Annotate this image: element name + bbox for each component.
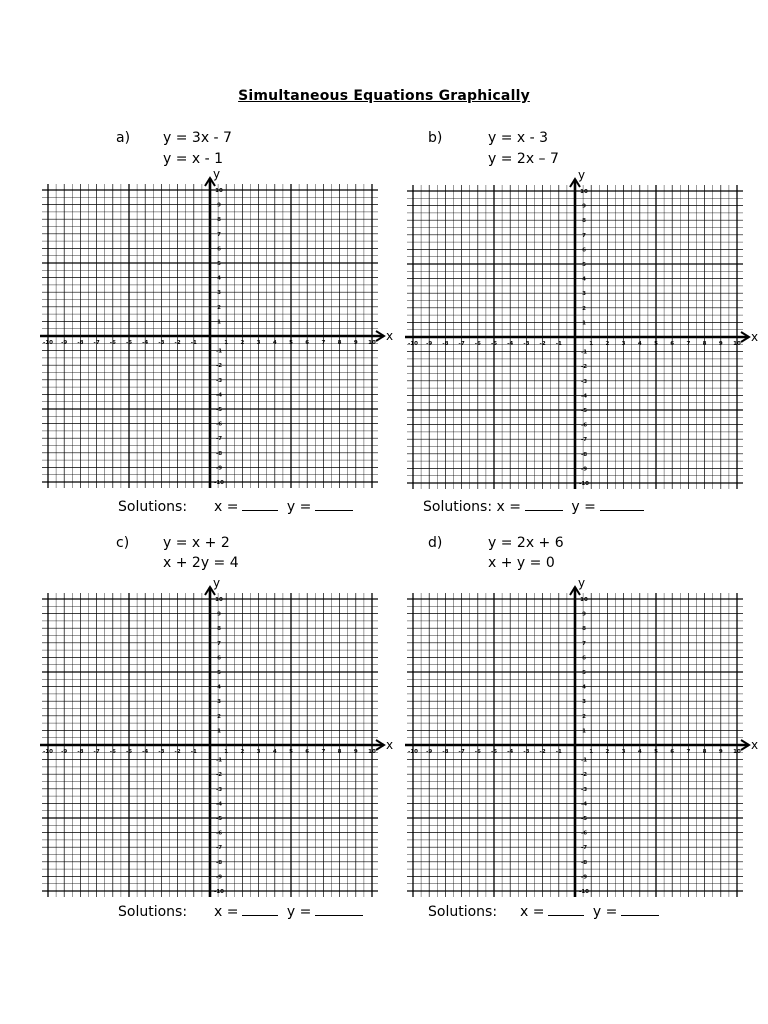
x-tick-label: -10 bbox=[43, 749, 53, 755]
x-tick-label: -2 bbox=[539, 341, 546, 347]
x-tick-label: -4 bbox=[142, 749, 149, 755]
x-tick-label: -5 bbox=[125, 340, 133, 346]
x-tick-label: -7 bbox=[93, 340, 100, 346]
x-tick-label: -9 bbox=[61, 749, 68, 755]
y-tick-label: 10 bbox=[215, 188, 223, 194]
x-tick-label: -8 bbox=[442, 341, 449, 347]
x-tick-label: 6 bbox=[305, 340, 310, 346]
y-tick-label: 2 bbox=[217, 304, 221, 311]
x-tick-label: 2 bbox=[240, 749, 245, 755]
y-tick-label: -8 bbox=[580, 451, 588, 458]
x-tick-label: -8 bbox=[77, 749, 84, 755]
x-tick-label: -2 bbox=[174, 749, 181, 755]
x-tick-label: -4 bbox=[507, 749, 514, 755]
x-tick-label: -10 bbox=[43, 340, 53, 346]
x-tick-label: 8 bbox=[702, 749, 707, 755]
y-axis-label: y bbox=[213, 576, 221, 590]
y-tick-label: 4 bbox=[582, 684, 586, 691]
y-tick-label: 2 bbox=[217, 713, 221, 720]
y-tick-label: 1 bbox=[582, 320, 586, 327]
solution-y-label: y = bbox=[286, 499, 312, 515]
y-tick-label: -1 bbox=[580, 349, 588, 356]
problem-b-equation-1: y = x - 3 bbox=[488, 130, 549, 146]
solution-x-blank[interactable] bbox=[548, 901, 584, 916]
x-tick-label: -9 bbox=[61, 340, 68, 346]
y-tick-label: 9 bbox=[582, 203, 586, 210]
y-tick-label: -5 bbox=[580, 408, 588, 414]
y-tick-label: 8 bbox=[582, 218, 586, 225]
y-tick-label: 3 bbox=[582, 291, 586, 298]
y-tick-label: 6 bbox=[217, 655, 221, 662]
problem-b-label: b) bbox=[428, 130, 443, 146]
x-tick-label: -5 bbox=[490, 341, 498, 347]
x-tick-label: -7 bbox=[93, 749, 100, 755]
y-tick-label: -6 bbox=[580, 422, 588, 429]
y-axis-label: y bbox=[578, 576, 586, 590]
x-axis-label: x bbox=[751, 330, 759, 344]
problem-c-label: c) bbox=[116, 535, 130, 551]
x-tick-label: -1 bbox=[555, 749, 562, 755]
y-tick-label: -6 bbox=[215, 421, 223, 428]
y-tick-label: -4 bbox=[215, 392, 223, 399]
y-tick-label: -7 bbox=[215, 845, 223, 852]
y-tick-label: 1 bbox=[582, 728, 586, 735]
y-tick-label: 6 bbox=[582, 247, 586, 254]
y-tick-label: 7 bbox=[582, 232, 586, 239]
x-tick-label: -9 bbox=[426, 749, 433, 755]
x-tick-label: -1 bbox=[555, 341, 562, 347]
y-tick-label: 1 bbox=[217, 319, 221, 326]
x-tick-label: -3 bbox=[523, 749, 530, 755]
x-axis-label: x bbox=[386, 738, 394, 752]
x-tick-label: -6 bbox=[109, 340, 116, 346]
y-tick-label: -5 bbox=[215, 816, 223, 822]
x-tick-label: 4 bbox=[637, 749, 642, 755]
y-tick-label: -5 bbox=[580, 816, 588, 822]
y-tick-label: -9 bbox=[215, 874, 223, 881]
y-tick-label: 10 bbox=[580, 597, 588, 603]
x-tick-label: 1 bbox=[589, 341, 594, 347]
y-tick-label: -6 bbox=[580, 830, 588, 837]
x-tick-label: -7 bbox=[458, 749, 465, 755]
y-tick-label: -1 bbox=[215, 348, 223, 355]
x-tick-label: 1 bbox=[589, 749, 594, 755]
y-tick-label: 7 bbox=[582, 640, 586, 647]
x-tick-label: 10 bbox=[368, 340, 376, 346]
x-tick-label: -2 bbox=[539, 749, 546, 755]
problem-d-equation-1: y = 2x + 6 bbox=[488, 535, 564, 551]
x-tick-label: 7 bbox=[321, 749, 326, 755]
x-tick-label: -3 bbox=[158, 340, 165, 346]
x-tick-label: 4 bbox=[272, 340, 277, 346]
x-tick-label: -6 bbox=[474, 341, 481, 347]
solutions-label: Solutions: bbox=[118, 904, 188, 920]
y-tick-label: 4 bbox=[582, 276, 586, 283]
x-tick-label: 8 bbox=[702, 341, 707, 347]
x-axis-label: x bbox=[751, 738, 759, 752]
solutions-label: Solutions: bbox=[428, 904, 498, 920]
problem-c-equation-2: x + 2y = 4 bbox=[163, 555, 239, 571]
y-tick-label: 3 bbox=[217, 290, 221, 297]
y-tick-label: -2 bbox=[215, 772, 223, 779]
x-tick-label: 7 bbox=[321, 340, 326, 346]
x-tick-label: 8 bbox=[337, 749, 342, 755]
x-tick-label: 3 bbox=[621, 341, 626, 347]
x-tick-label: 10 bbox=[368, 749, 376, 755]
y-axis-label: y bbox=[213, 167, 221, 181]
problem-b-equation-2: y = 2x – 7 bbox=[488, 151, 559, 167]
x-tick-label: -1 bbox=[190, 340, 197, 346]
x-tick-label: -9 bbox=[426, 341, 433, 347]
solution-y-label: y = bbox=[592, 904, 618, 920]
y-tick-label: -4 bbox=[215, 801, 223, 808]
x-tick-label: -2 bbox=[174, 340, 181, 346]
solution-y-label: y = bbox=[286, 904, 312, 920]
x-tick-label: -4 bbox=[142, 340, 149, 346]
solution-y-blank[interactable] bbox=[621, 901, 659, 916]
x-tick-label: 7 bbox=[686, 341, 691, 347]
y-tick-label: -5 bbox=[215, 407, 223, 413]
y-tick-label: -6 bbox=[215, 830, 223, 837]
x-tick-label: -3 bbox=[158, 749, 165, 755]
y-tick-label: -10 bbox=[579, 481, 589, 487]
y-tick-label: 10 bbox=[215, 597, 223, 603]
y-tick-label: 6 bbox=[582, 655, 586, 662]
x-tick-label: 5 bbox=[289, 749, 293, 755]
y-tick-label: -7 bbox=[580, 437, 588, 444]
x-tick-label: 9 bbox=[353, 749, 358, 755]
y-tick-label: -10 bbox=[579, 889, 589, 895]
solution-x-label: x = bbox=[213, 499, 239, 515]
solutions-label: Solutions: bbox=[118, 499, 188, 515]
x-tick-label: 6 bbox=[670, 341, 675, 347]
y-tick-label: -10 bbox=[214, 889, 224, 895]
y-tick-label: -8 bbox=[215, 450, 223, 457]
y-tick-label: 9 bbox=[582, 611, 586, 618]
solution-y-label: y = bbox=[571, 499, 596, 515]
y-tick-label: 5 bbox=[217, 261, 221, 267]
x-tick-label: -10 bbox=[408, 749, 418, 755]
x-tick-label: -4 bbox=[507, 341, 514, 347]
y-tick-label: -3 bbox=[215, 786, 223, 793]
problem-d-equation-2: x + y = 0 bbox=[488, 555, 555, 571]
problem-d-solution bbox=[428, 901, 663, 920]
y-tick-label: -2 bbox=[580, 772, 588, 779]
x-tick-label: 3 bbox=[256, 340, 261, 346]
y-tick-label: -4 bbox=[580, 393, 588, 400]
x-tick-label: 2 bbox=[240, 340, 245, 346]
y-tick-label: -1 bbox=[580, 757, 588, 764]
x-tick-label: -6 bbox=[109, 749, 116, 755]
y-tick-label: -7 bbox=[580, 845, 588, 852]
x-tick-label: 5 bbox=[289, 340, 293, 346]
y-tick-label: 8 bbox=[217, 217, 221, 224]
solution-x-label: x = bbox=[496, 499, 521, 515]
x-tick-label: 9 bbox=[718, 341, 723, 347]
x-tick-label: 5 bbox=[654, 341, 658, 347]
x-tick-label: -8 bbox=[442, 749, 449, 755]
y-tick-label: 6 bbox=[217, 246, 221, 253]
x-tick-label: -5 bbox=[125, 749, 133, 755]
y-tick-label: -9 bbox=[580, 874, 588, 881]
x-tick-label: 8 bbox=[337, 340, 342, 346]
y-axis-label: y bbox=[578, 168, 586, 182]
y-tick-label: -3 bbox=[215, 377, 223, 384]
x-tick-label: 3 bbox=[621, 749, 626, 755]
y-tick-label: 10 bbox=[580, 189, 588, 195]
x-tick-label: -3 bbox=[523, 341, 530, 347]
y-tick-label: -8 bbox=[580, 859, 588, 866]
y-tick-label: 2 bbox=[582, 713, 586, 720]
y-tick-label: -3 bbox=[580, 786, 588, 793]
problem-a-label: a) bbox=[116, 130, 131, 146]
solution-x-label: x = bbox=[213, 904, 239, 920]
y-tick-label: 9 bbox=[217, 611, 221, 618]
x-tick-label: 1 bbox=[224, 749, 229, 755]
y-tick-label: -2 bbox=[215, 363, 223, 370]
x-tick-label: -5 bbox=[490, 749, 498, 755]
solutions-label: Solutions: bbox=[423, 499, 493, 515]
x-tick-label: 7 bbox=[686, 749, 691, 755]
y-tick-label: -3 bbox=[580, 378, 588, 385]
y-tick-label: 9 bbox=[217, 202, 221, 209]
x-tick-label: 6 bbox=[670, 749, 675, 755]
y-tick-label: 5 bbox=[582, 670, 586, 676]
y-tick-label: -9 bbox=[215, 465, 223, 472]
y-tick-label: -8 bbox=[215, 859, 223, 866]
y-tick-label: -4 bbox=[580, 801, 588, 808]
x-tick-label: -8 bbox=[77, 340, 84, 346]
x-tick-label: -1 bbox=[190, 749, 197, 755]
x-tick-label: -6 bbox=[474, 749, 481, 755]
x-tick-label: 1 bbox=[224, 340, 229, 346]
x-tick-label: 4 bbox=[637, 341, 642, 347]
x-tick-label: 10 bbox=[733, 341, 741, 347]
x-tick-label: 3 bbox=[256, 749, 261, 755]
problem-c-equation-1: y = x + 2 bbox=[163, 535, 230, 551]
problem-a-equation-1: y = 3x - 7 bbox=[163, 130, 232, 146]
y-tick-label: 8 bbox=[582, 626, 586, 633]
y-tick-label: 1 bbox=[217, 728, 221, 735]
y-tick-label: 2 bbox=[582, 305, 586, 312]
x-tick-label: 4 bbox=[272, 749, 277, 755]
x-tick-label: 9 bbox=[353, 340, 358, 346]
x-axis-label: x bbox=[386, 329, 394, 343]
y-tick-label: 5 bbox=[217, 670, 221, 676]
y-tick-label: 7 bbox=[217, 231, 221, 238]
y-tick-label: 3 bbox=[582, 699, 586, 706]
y-tick-label: 5 bbox=[582, 262, 586, 268]
y-tick-label: -9 bbox=[580, 466, 588, 473]
x-tick-label: 10 bbox=[733, 749, 741, 755]
x-tick-label: -10 bbox=[408, 341, 418, 347]
x-tick-label: -7 bbox=[458, 341, 465, 347]
y-tick-label: -7 bbox=[215, 436, 223, 443]
y-tick-label: -1 bbox=[215, 757, 223, 764]
x-tick-label: 2 bbox=[605, 341, 610, 347]
y-tick-label: -2 bbox=[580, 364, 588, 371]
problem-d-label: d) bbox=[428, 535, 443, 551]
x-tick-label: 9 bbox=[718, 749, 723, 755]
problem-a-equation-2: y = x - 1 bbox=[163, 151, 224, 167]
worksheet-title: Simultaneous Equations Graphically bbox=[238, 88, 530, 104]
y-tick-label: -10 bbox=[214, 480, 224, 486]
y-tick-label: 4 bbox=[217, 275, 221, 282]
y-tick-label: 4 bbox=[217, 684, 221, 691]
y-tick-label: 8 bbox=[217, 626, 221, 633]
solution-x-label: x = bbox=[519, 904, 545, 920]
x-tick-label: 5 bbox=[654, 749, 658, 755]
y-tick-label: 3 bbox=[217, 699, 221, 706]
x-tick-label: 6 bbox=[305, 749, 310, 755]
x-tick-label: 2 bbox=[605, 749, 610, 755]
y-tick-label: 7 bbox=[217, 640, 221, 647]
